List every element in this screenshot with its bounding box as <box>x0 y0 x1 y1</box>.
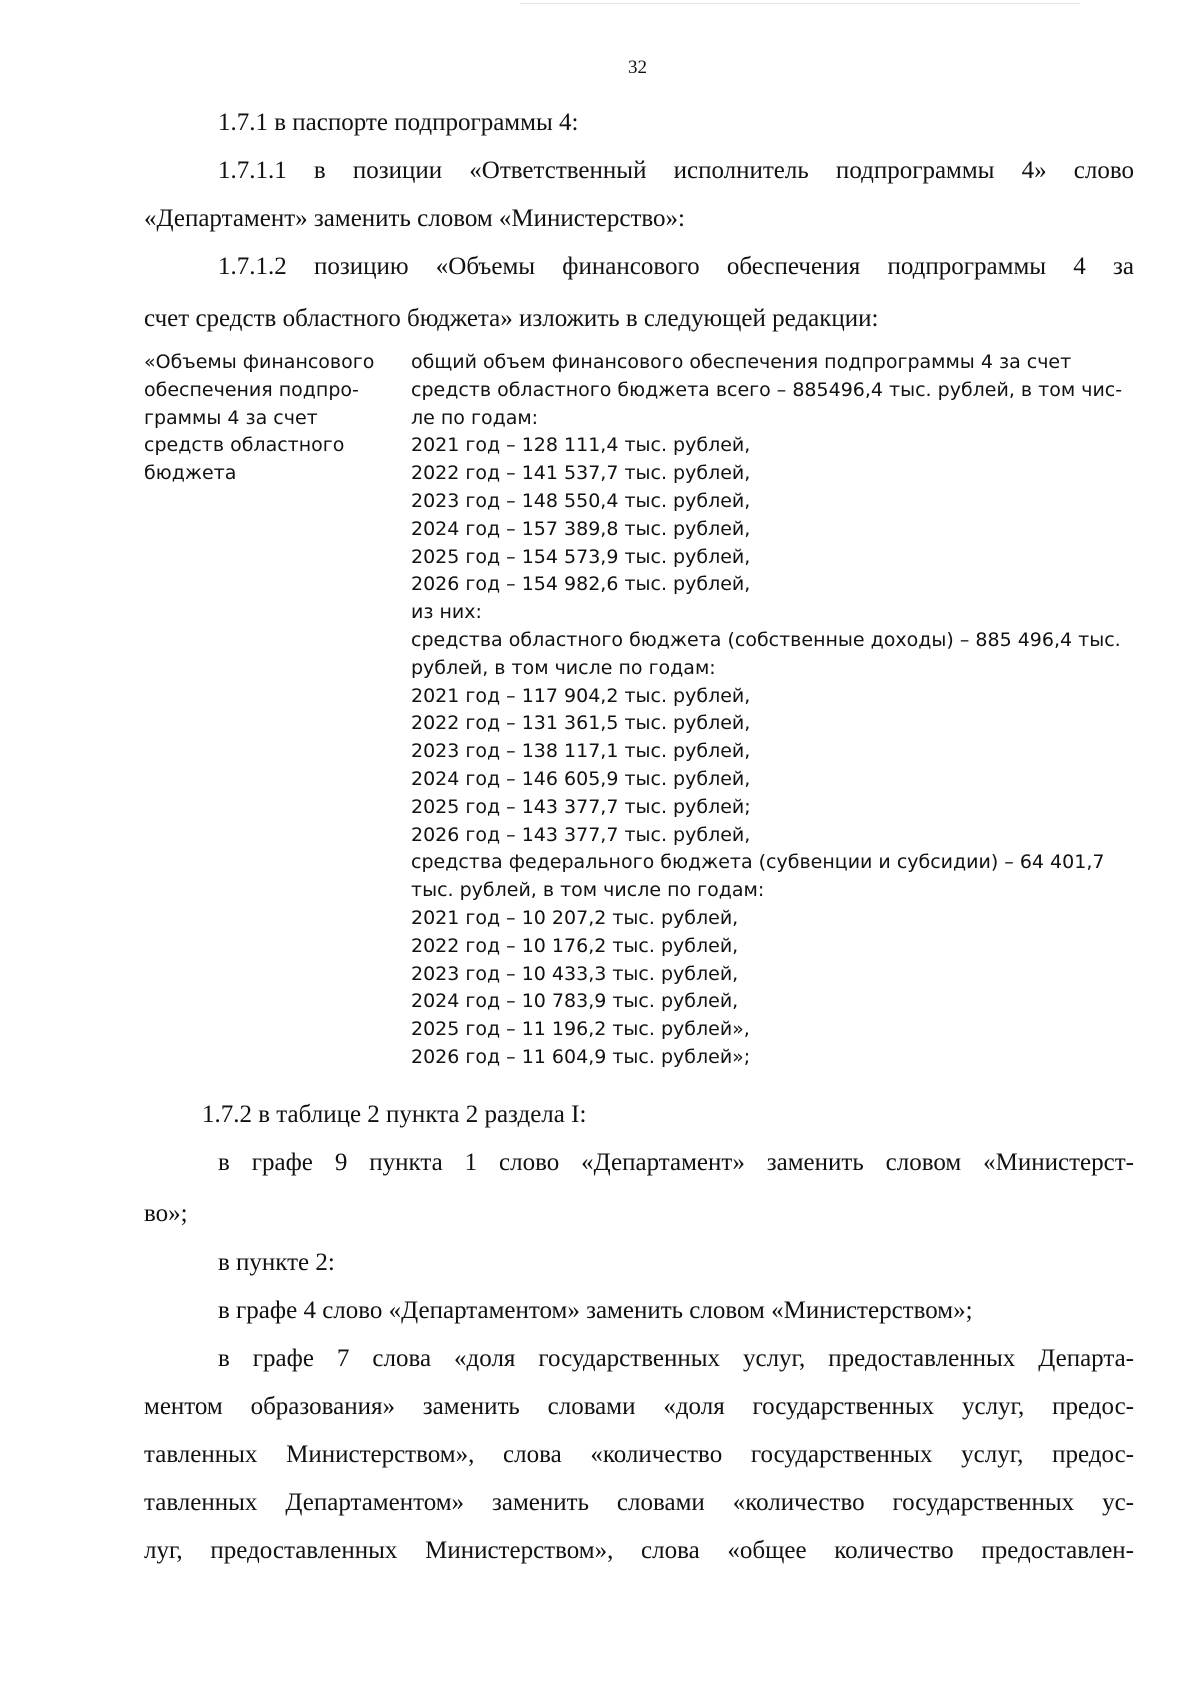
value-line: ле по годам: <box>411 406 539 429</box>
paragraph-1-7-1-2-line-1: 1.7.1.2 позицию «Объемы финансового обеспечения подпрограммы 4 за <box>218 253 1134 280</box>
value-line: рублей, в том числе по годам: <box>411 656 716 679</box>
paragraph-graph-7-line-1: в графе 7 слова «доля государственных услуг, предоставленных Департа- <box>218 1345 1134 1372</box>
label-line: «Объемы финансового <box>144 351 375 373</box>
value-line: 2023 год – 10 433,3 тыс. рублей, <box>411 962 739 985</box>
value-line: из них: <box>411 601 482 624</box>
value-line: 2024 год – 146 605,9 тыс. рублей, <box>411 767 751 790</box>
paragraph-graph-9-line-2: во»; <box>144 1200 188 1227</box>
paragraph-graph-7-line-3: тавленных Министерством», слова «количество государственных услуг, предос- <box>144 1441 1134 1468</box>
passport-position-label <box>144 349 374 488</box>
paragraph-graph-7-line-5: луг, предоставленных Министерством», слова «общее количество предоставлен- <box>144 1537 1134 1564</box>
value-line: 2024 год – 10 783,9 тыс. рублей, <box>411 990 739 1013</box>
value-line: 2021 год – 10 207,2 тыс. рублей, <box>411 906 739 929</box>
value-line: 2023 год – 138 117,1 тыс. рублей, <box>411 740 751 763</box>
value-line: 2022 год – 141 537,7 тыс. рублей, <box>411 462 751 485</box>
paragraph-graph-7-line-4: тавленных Департаментом» заменить словами «количество государственных ус- <box>144 1489 1134 1516</box>
value-line: 2026 год – 154 982,6 тыс. рублей, <box>411 573 751 596</box>
value-line: 2025 год – 143 377,7 тыс. рублей; <box>411 795 751 818</box>
label-line: средств областного <box>144 434 345 457</box>
value-line: тыс. рублей, в том числе по годам: <box>411 879 765 902</box>
paragraph-1-7-2: 1.7.2 в таблице 2 пункта 2 раздела I: <box>202 1101 587 1128</box>
value-line: 2021 год – 128 111,4 тыс. рублей, <box>411 434 751 457</box>
value-line: 2026 год – 143 377,7 тыс. рублей, <box>411 823 751 846</box>
label-line: бюджета <box>144 462 237 485</box>
label-line: граммы 4 за счет <box>144 406 318 429</box>
value-line: 2025 год – 154 573,9 тыс. рублей, <box>411 545 751 568</box>
value-line: общий объем финансового обеспечения подпрограммы 4 за счет <box>411 351 1072 373</box>
value-line: 2026 год – 11 604,9 тыс. рублей»; <box>411 1045 751 1068</box>
value-line: 2023 год – 148 550,4 тыс. рублей, <box>411 489 751 512</box>
value-line: 2024 год – 157 389,8 тыс. рублей, <box>411 517 751 540</box>
paragraph-1-7-1: 1.7.1 в паспорте подпрограммы 4: <box>218 109 579 136</box>
page-number: 32 <box>628 57 647 78</box>
paragraph-graph-9-line-1: в графе 9 пункта 1 слово «Департамент» заменить словом «Министерст- <box>218 1149 1134 1176</box>
value-line: 2025 год – 11 196,2 тыс. рублей», <box>411 1018 750 1041</box>
passport-position-value <box>411 349 1122 1072</box>
paragraph-1-7-1-1-line-2: «Департамент» заменить словом «Министерство»: <box>144 205 686 232</box>
value-line: средств областного бюджета всего – 885496,4 тыс. рублей, в том чис- <box>411 378 1123 401</box>
scan-artifact-top <box>520 3 1080 4</box>
label-line: обеспечения подпро- <box>144 378 359 401</box>
value-line: 2022 год – 131 361,5 тыс. рублей, <box>411 712 751 735</box>
value-line: 2021 год – 117 904,2 тыс. рублей, <box>411 684 751 707</box>
paragraph-1-7-1-2-line-2: счет средств областного бюджета» изложить в следующей редакции: <box>144 305 879 332</box>
value-line: средства областного бюджета (собственные доходы) – 885 496,4 тыс. <box>411 628 1121 651</box>
value-line: 2022 год – 10 176,2 тыс. рублей, <box>411 934 739 957</box>
value-line: средства федерального бюджета (субвенции и субсидии) – 64 401,7 <box>411 851 1105 874</box>
paragraph-point-2: в пункте 2: <box>218 1249 335 1276</box>
paragraph-1-7-1-1-line-1: 1.7.1.1 в позиции «Ответственный исполнитель подпрограммы 4» слово <box>218 157 1134 184</box>
paragraph-graph-4: в графе 4 слово «Департаментом» заменить словом «Министерством»; <box>218 1297 973 1324</box>
paragraph-graph-7-line-2: ментом образования» заменить словами «доля государственных услуг, предос- <box>144 1393 1134 1420</box>
